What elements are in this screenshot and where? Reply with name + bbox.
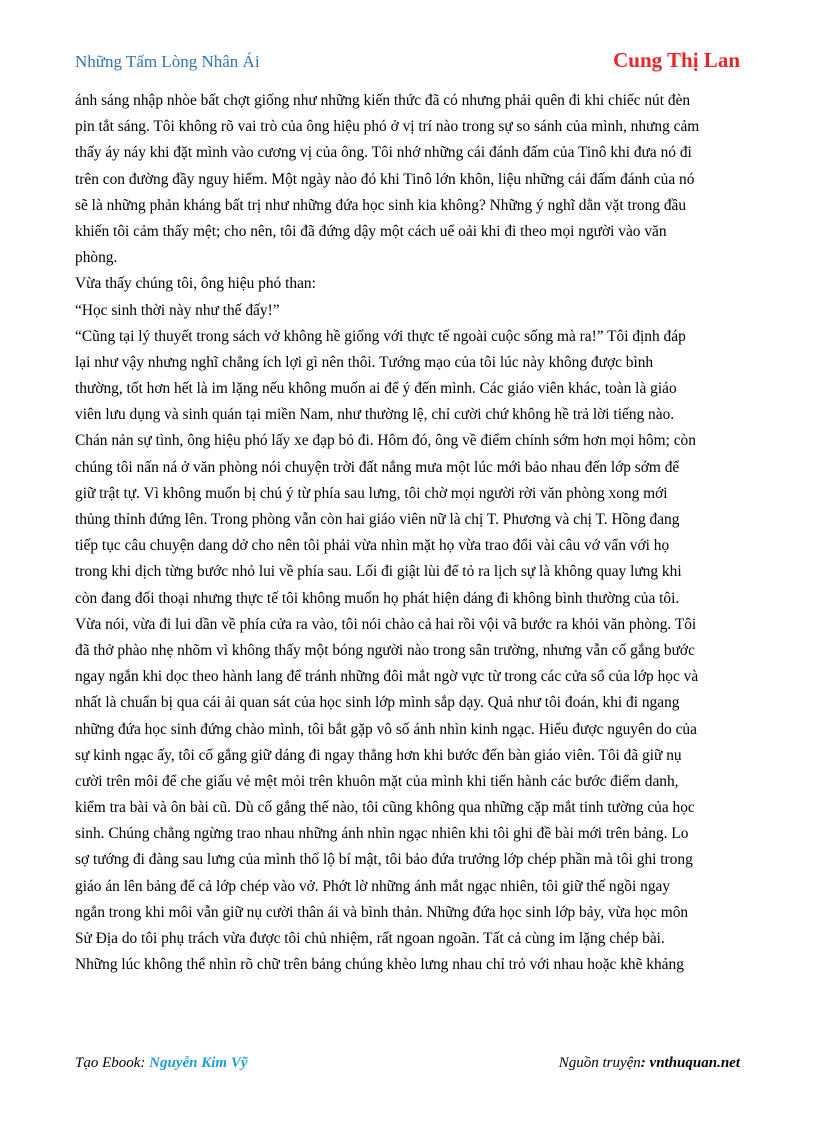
author-name: Cung Thị Lan <box>613 48 740 72</box>
body-line: Chán nản sự tình, ông hiệu phó lấy xe đạp bỏ đi. Hôm đó, ông về điểm chính sớm hơn mọi hôm; còn <box>75 432 696 450</box>
body-line: giữ trật tự. Vì không muốn bị chú ý từ phía sau lưng, tôi chờ mọi người rời văn phòng xong mới <box>75 484 668 502</box>
body-line: còn đang đối thoại nhưng thực tế tôi không muốn họ phát hiện dáng đi không bình thường của tôi. <box>75 589 680 607</box>
ebook-label: Tạo Ebook <box>75 1055 141 1071</box>
body-line: sinh. Chúng chẳng ngừng trao nhau những ánh nhìn ngạc nhiên khi tôi ghi đề bài mới trên bảng. Lo <box>75 825 689 843</box>
body-line: sự kinh ngạc ấy, tôi cố gắng giữ dáng đi ngay thẳng hơn khi bước đến bàn giáo viên. Tôi đã giữ nụ <box>75 746 682 764</box>
body-line: phòng. <box>75 249 118 267</box>
body-line: thủng thỉnh đứng lên. Trong phòng vẫn còn hai giáo viên nữ là chị T. Phương và chị T. Hồng đang <box>75 511 680 528</box>
body-line: ánh sáng nhập nhòe bất chợt giống như những kiến thức đã có nhưng phải quên đi khi chiếc nút đèn <box>75 92 691 109</box>
body-line: đã thở phào nhẹ nhõm vì không thấy một bóng người nào trong sân trường, nhưng vẫn cố gắng bước <box>75 641 695 659</box>
body-line: ngắn trong khi môi vẫn giữ nụ cười thân ái và bình thản. Những đứa học sinh lớp bảy, vừa học môn <box>75 903 689 921</box>
source-label: Nguồn truyện <box>558 1055 641 1071</box>
body-line: Vừa nói, vừa đi lui dần về phía cửa ra vào, tôi nói chào cả hai rồi vội vã bước ra khỏi văn phòng. Tôi <box>75 615 697 633</box>
body-line: nhất là chuẩn bị qua cái ải quan sát của học sinh lớp mình sắp dạy. Quả như tôi đoán, khi đi ngang <box>75 694 680 712</box>
body-line: giáo án lên bảng để cả lớp chép vào vở. Phớt lờ những ánh mắt ngạc nhiên, tôi giữ thế ngồi ngay <box>75 877 671 895</box>
body-line: chúng tôi nấn ná ở văn phòng nói chuyện trời đất nắng mưa một lúc mới bảo nhau đến lớp sớm để <box>75 458 680 476</box>
ebook-creator-name: Nguyễn Kim Vỹ <box>149 1055 248 1071</box>
body-line: sẽ là những phản kháng bất trị như những đứa học sinh kia không? Những ý nghĩ dằn vặt trong đầu <box>75 196 687 214</box>
body-line: Sử Địa do tôi phụ trách vừa được tôi chủ nhiệm, rất ngoan ngoãn. Tất cả cùng im lặng chép bài. <box>75 930 665 947</box>
body-line: kiểm tra bài và ôn bài cũ. Dù cố gắng thế nào, tôi cũng không qua những cặp mắt tinh tường của học <box>75 799 695 817</box>
body-line: “Cũng tại lý thuyết trong sách vở không hề giống với thực tế ngoài cuộc sống mà ra!” Tôi định đáp <box>75 327 686 345</box>
book-title: Những Tấm Lòng Nhân Ái <box>75 52 260 71</box>
footer-source-credit <box>559 1055 740 1072</box>
body-line: tiếp tục câu chuyện dang dở cho nên tôi phải vừa nhìn mặt họ vừa trao đổi vài câu vớ vẩn với họ <box>75 537 670 555</box>
body-line: cười trên môi để che giấu vẻ mệt mỏi trên khuôn mặt của mình khi tiến hành các bước điểm danh, <box>75 772 679 790</box>
body-line: thường, tốt hơn hết là im lặng nếu không muốn ai để ý đến mình. Các giáo viên khác, toàn là giáo <box>75 380 677 398</box>
body-line: trong khi dịch từng bước nhỏ lui về phía sau. Lối đi giật lùi để tỏ ra lịch sự là không quay lưng khi <box>75 563 682 581</box>
footer-ebook-credit <box>75 1055 248 1072</box>
source-site: vnthuquan.net <box>649 1055 740 1071</box>
body-line: ngay ngắn khi dọc theo hành lang để tránh những đôi mắt ngờ vực từ trong các cửa sổ của lớp học và <box>75 668 699 686</box>
body-line: Những lúc không thể nhìn rõ chữ trên bảng chúng khèo lưng nhau chỉ trỏ với nhau hoặc khẽ khảng <box>75 956 684 974</box>
body-line: “Học sinh thời này như thế đấy!” <box>75 301 280 319</box>
body-line: Vừa thấy chúng tôi, ông hiệu phó than: <box>75 275 316 293</box>
body-line: sợ tướng đi đàng sau lưng của mình thố lộ bí mật, tôi bảo đứa trưởng lớp chép phần mà tôi ghi trong <box>75 851 693 869</box>
source-separator: : <box>640 1055 650 1071</box>
ebook-separator: : <box>140 1055 150 1071</box>
body-line: pin tắt sáng. Tôi không rõ vai trò của ông hiệu phó ở vị trí nào trong sự so sánh của mình, nhưng cảm <box>75 118 700 136</box>
body-line: lại như vậy nhưng nghĩ chẳng ích lợi gì nên thôi. Tướng mạo của tôi lúc này không được bình <box>75 353 654 371</box>
body-line: viên lưu dụng và sinh quán tại miền Nam, như thường lệ, chỉ cười chứ không hề trả lời tiếng nào. <box>75 406 675 424</box>
body-line: khiến tôi cảm thấy mệt; cho nên, tôi đã đứng dậy một cách uể oải khi đi theo mọi người vào văn <box>75 222 667 240</box>
body-text <box>75 88 743 978</box>
body-line: thấy áy náy khi đặt mình vào cương vị của ông. Tôi nhớ những cái đánh đấm của Tinô khi đưa nó đi <box>75 144 692 162</box>
body-line: những đứa học sinh đứng chào mình, tôi bắt gặp vô số ánh nhìn kinh ngạc. Hiểu được nguyên do của <box>75 720 697 738</box>
body-line: trên con đường đầy nguy hiểm. Một ngày nào đó khi Tinô lớn khôn, liệu những cái đấm đánh của nó <box>75 170 695 188</box>
